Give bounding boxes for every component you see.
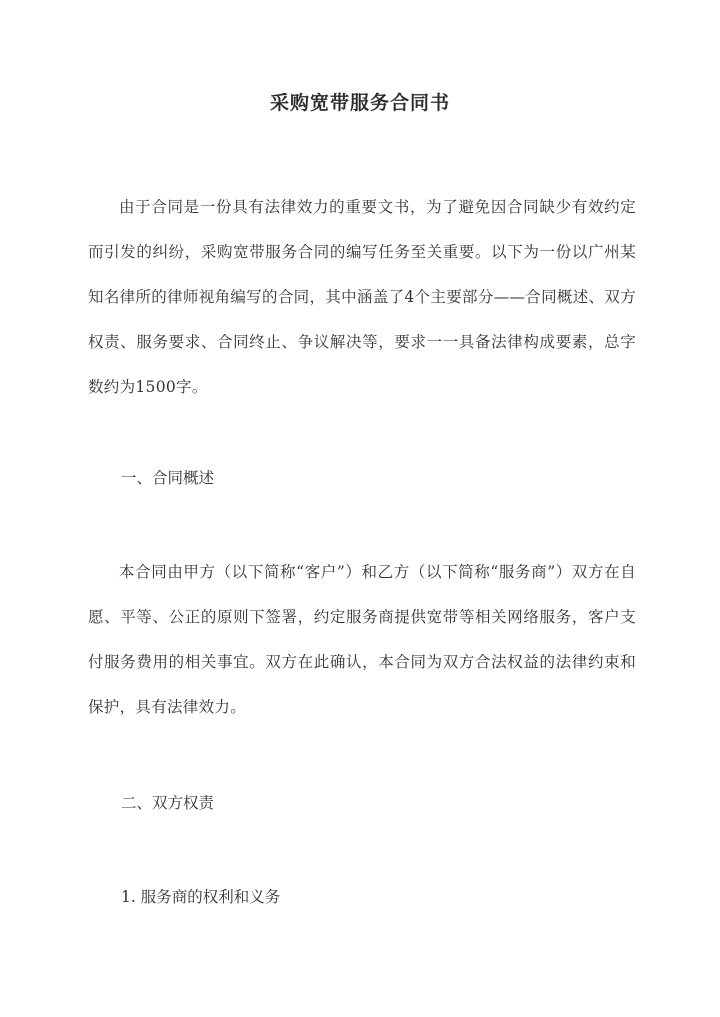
document-title: 采购宽带服务合同书 <box>269 92 450 114</box>
section-heading-rights: 二、双方权责 <box>121 794 215 812</box>
subsection-heading-provider: 1. 服务商的权利和义务 <box>121 888 281 906</box>
section-heading-overview: 一、合同概述 <box>121 469 215 487</box>
intro-paragraph: 由于合同是一份具有法律效力的重要文书，为了避免因合同缺少有效约定而引发的纠纷，采购宽带服务合同的编写任务至关重要。以下为一份以广州某知名律所的律师视角编写的合同，其中涵盖了4个主要部分——合同概述、双方权责、服务要求、合同终止、争议解决等，要求一一具备法律构成要素，总字数约为1500字。 <box>88 198 636 396</box>
overview-paragraph: 本合同由甲方（以下简称“客户”）和乙方（以下简称“服务商”）双方在自愿、平等、公正的原则下签署，约定服务商提供宽带等相关网络服务，客户支付服务费用的相关事宜。双方在此确认，本合同为双方合法权益的法律约束和保护，具有法律效力。 <box>88 563 636 716</box>
